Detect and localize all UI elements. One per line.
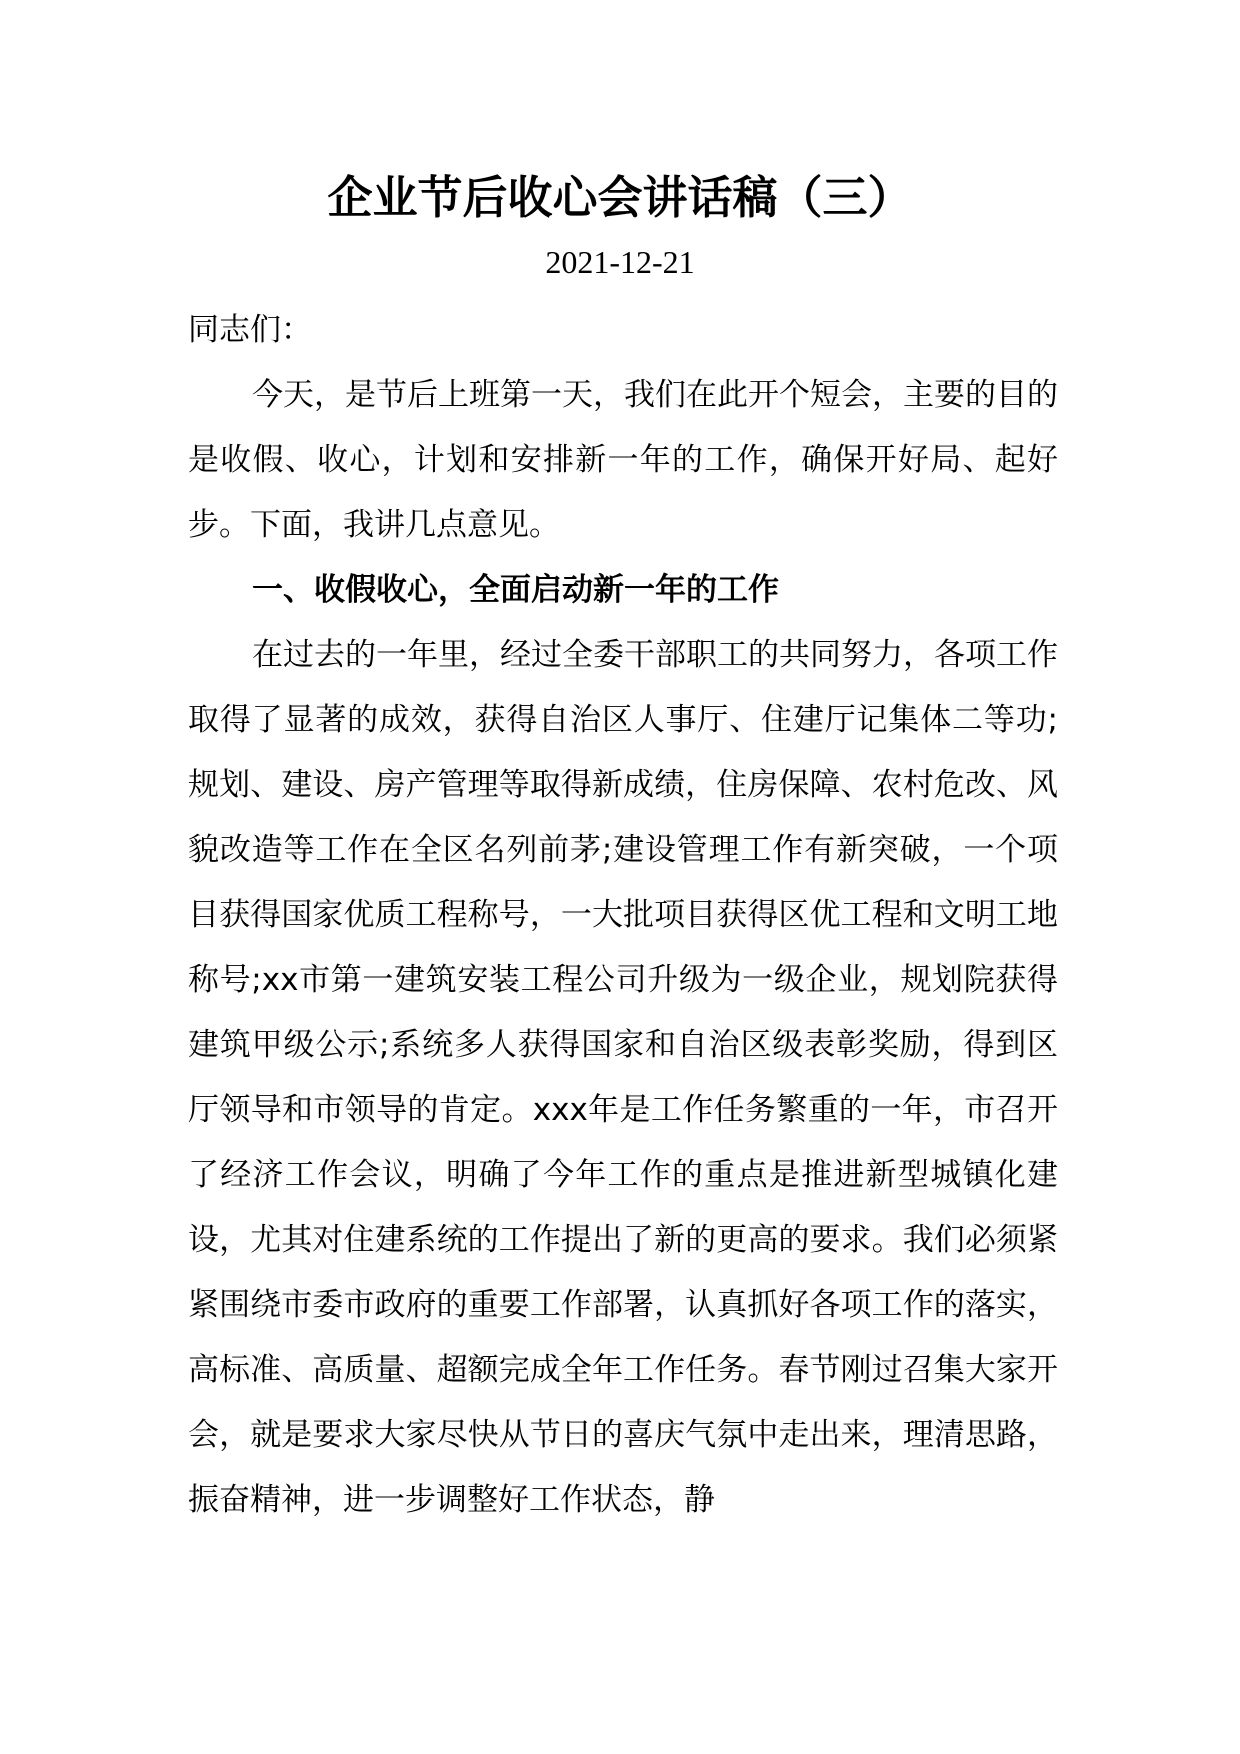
paragraph-section-1: 在过去的一年里，经过全委干部职工的共同努力，各项工作取得了显著的成效，获得自治区人事厅、住建厅记集体二等功;规划、建设、房产管理等取得新成绩，住房保障、农村危改、风貌改造等工作在全区名列前茅;建设管理工作有新突破，一个项目获得国家优质工程称号，一大批项目获得区优工程和文明工地称号;xx市第一建筑安装工程公司升级为一级企业，规划院获得建筑甲级公示;系统多人获得国家和自治区级表彰奖励，得到区厅领导和市领导的肯定。xxx年是工作任务繁重的一年，市召开了经济工作会议，明确了今年工作的重点是推进新型城镇化建设，尤其对住建系统的工作提出了新的更高的要求。我们必须紧紧围绕市委市政府的重要工作部署，认真抓好各项工作的落实，高标准、高质量、超额完成全年工作任务。春节刚过召集大家开会，就是要求大家尽快从节日的喜庆气氛中走出来，理清思路，振奋精神，进一步调整好工作状态，静 <box>188 637 1058 1518</box>
document-title: 企业节后收心会讲话稿（三） <box>327 171 913 224</box>
document-body <box>188 298 1058 1533</box>
paragraph-opening: 今天，是节后上班第一天，我们在此开个短会，主要的目的是收假、收心，计划和安排新一年的工作，确保开好局、起好步。下面，我讲几点意见。 <box>188 377 1058 543</box>
document-date: 2021-12-21 <box>545 244 695 280</box>
section-heading-1: 一、收假收心，全面启动新一年的工作 <box>252 572 779 608</box>
salutation: 同志们： <box>188 312 312 348</box>
